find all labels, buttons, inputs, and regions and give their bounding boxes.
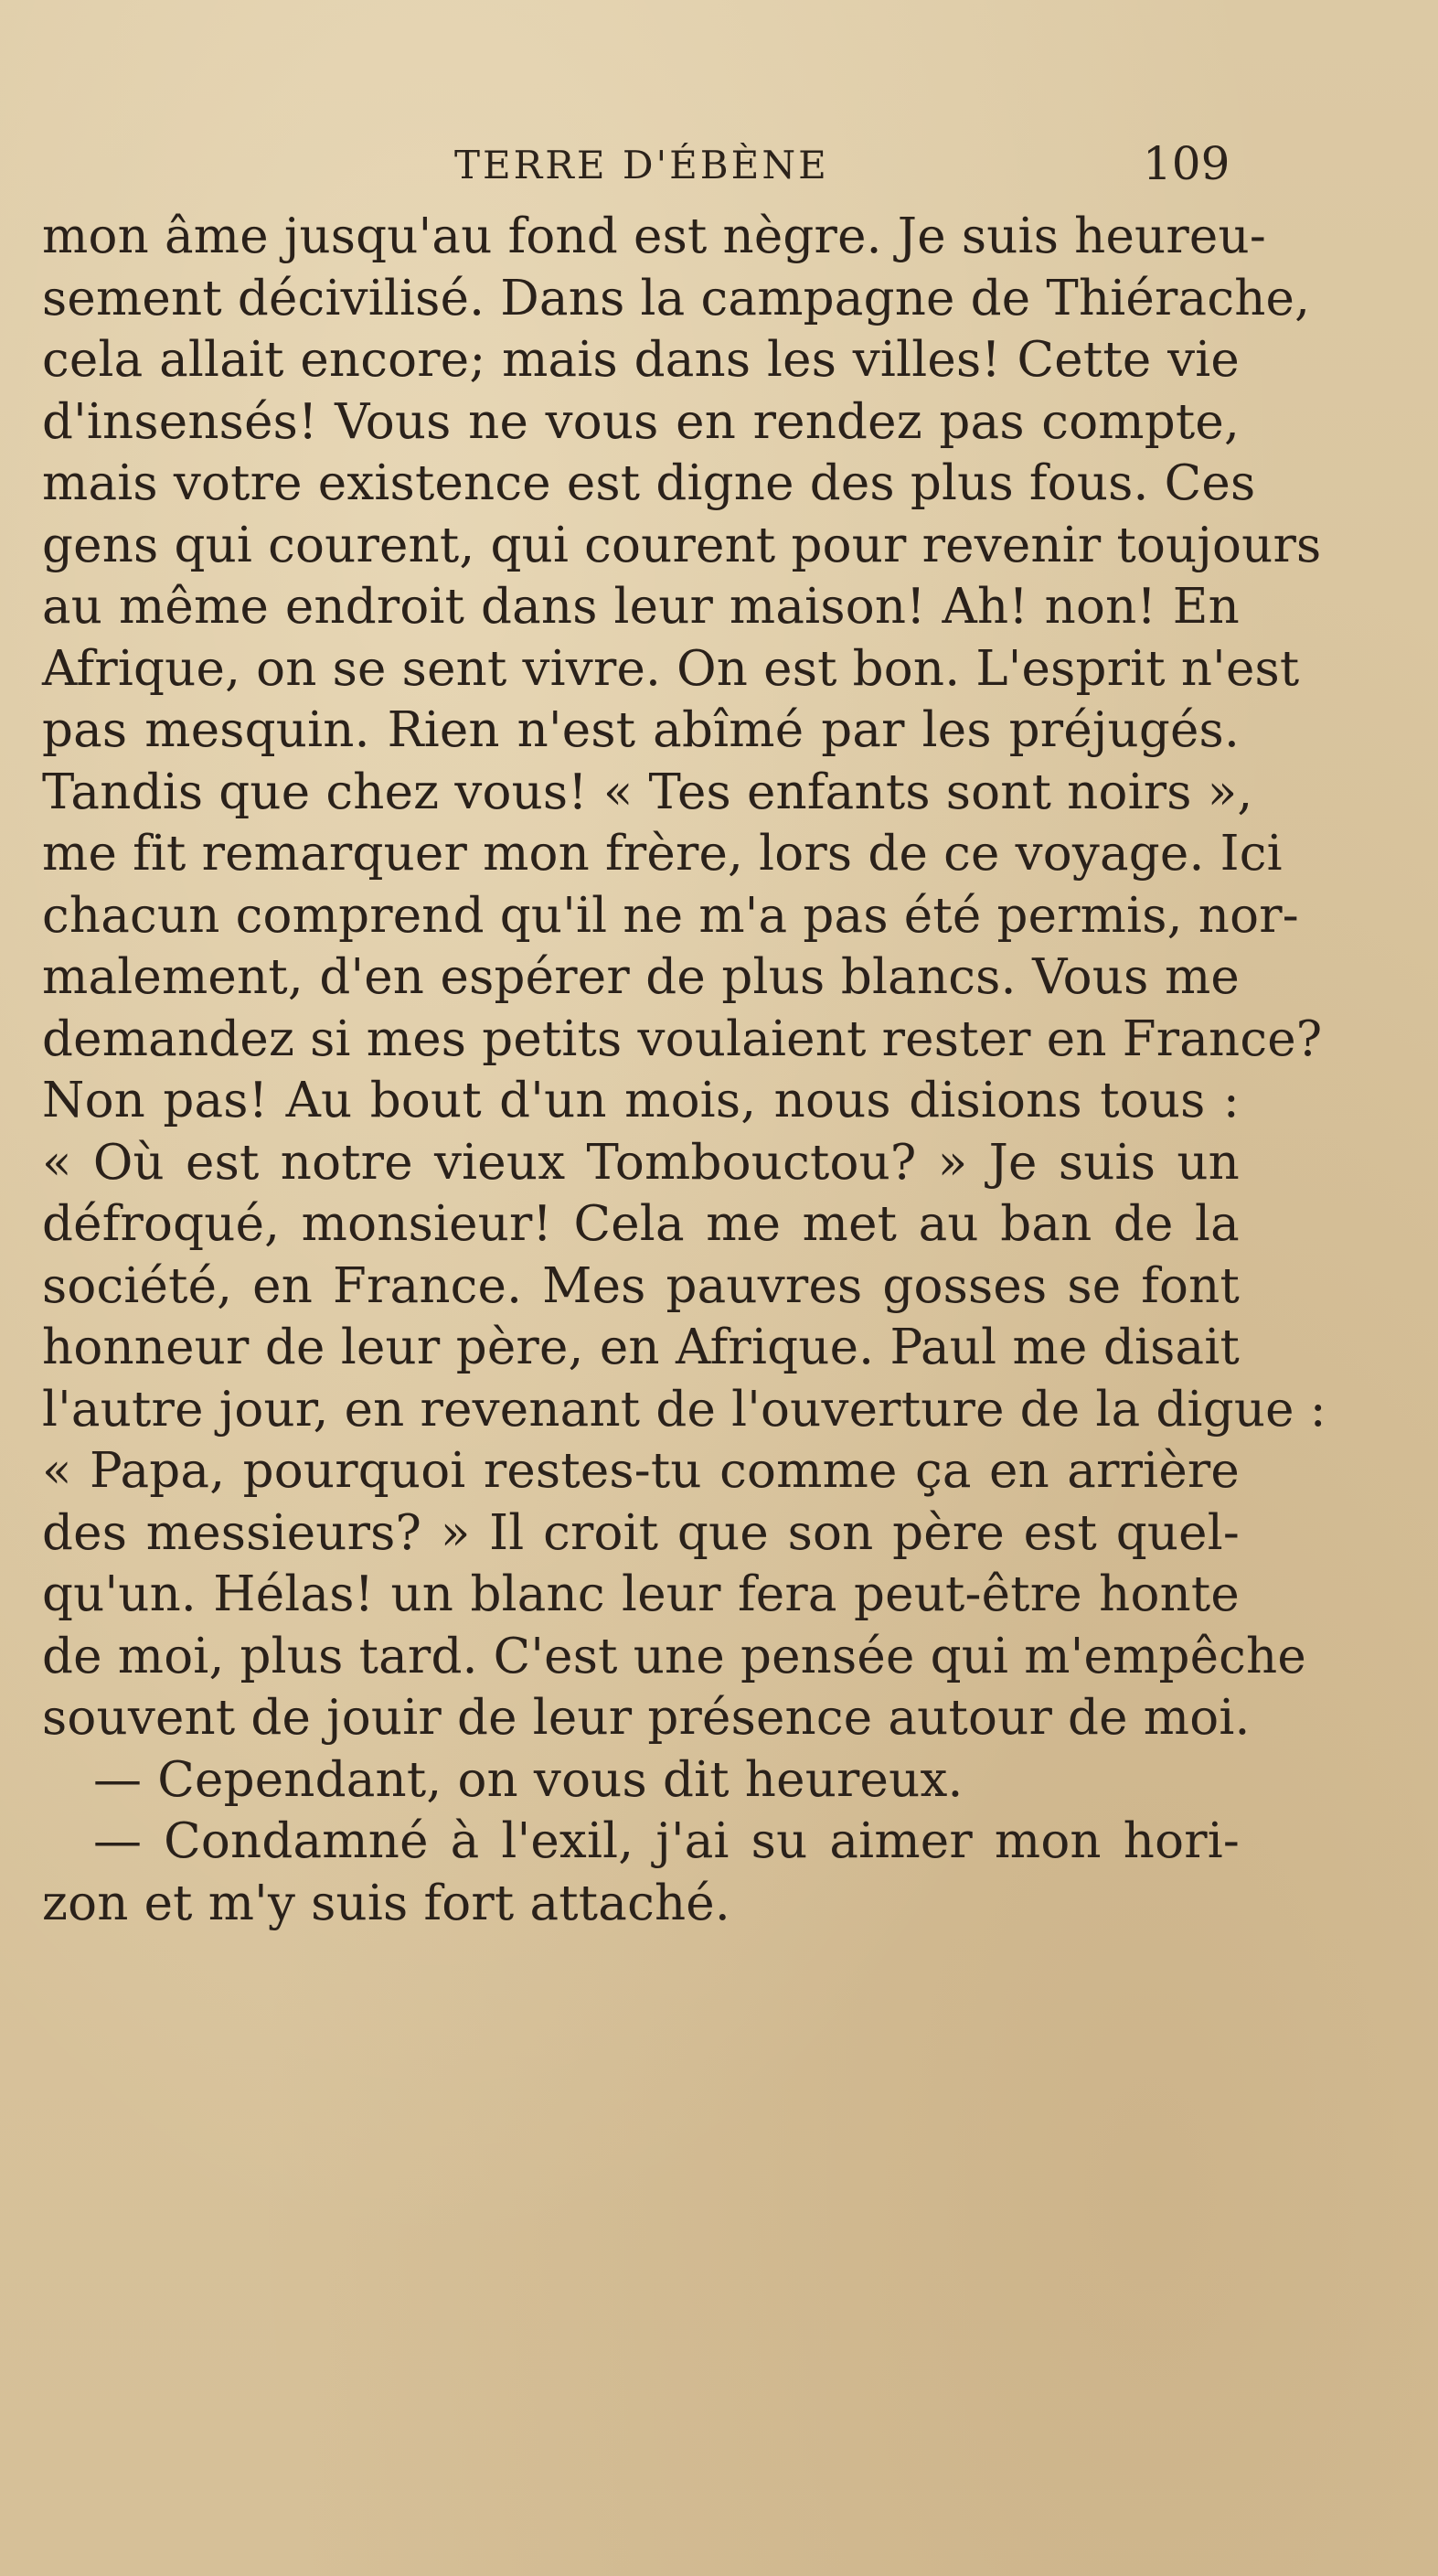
text-line: d'insensés! Vous ne vous en rendez pas compte, bbox=[42, 393, 1240, 450]
running-title: TERRE D'ÉBÈNE bbox=[454, 143, 829, 187]
dialogue-line: — Cependant, on vous dit heureux. bbox=[93, 1751, 964, 1808]
text-line: au même endroit dans leur maison! Ah! non! En bbox=[42, 579, 1240, 635]
text-line: souvent de jouir de leur présence autour de moi. bbox=[42, 1690, 1251, 1746]
page-number: 109 bbox=[1143, 137, 1230, 190]
text-line: société, en France. Mes pauvres gosses se font bbox=[42, 1257, 1240, 1314]
text-line: sement décivilisé. Dans la campagne de Thiérache, bbox=[42, 270, 1311, 326]
text-line: honneur de leur père, en Afrique. Paul me disait bbox=[42, 1320, 1240, 1375]
text-line: mon âme jusqu'au fond est nègre. Je suis heureu- bbox=[42, 208, 1266, 264]
text-line: malement, d'en espérer de plus blancs. Vous me bbox=[42, 949, 1240, 1005]
text-line: des messieurs? » Il croit que son père est quel- bbox=[42, 1504, 1240, 1561]
text-line: pas mesquin. Rien n'est abîmé par les préjugés. bbox=[42, 702, 1240, 758]
text-line: gens qui courent, qui courent pour revenir toujours bbox=[42, 517, 1322, 573]
text-line: qu'un. Hélas! un blanc leur fera peut-être honte bbox=[42, 1566, 1240, 1622]
text-line: « Papa, pourquoi restes-tu comme ça en arrière bbox=[42, 1443, 1240, 1499]
text-line: demandez si mes petits voulaient rester en France? bbox=[42, 1010, 1323, 1067]
text-line: chacun comprend qu'il ne m'a pas été permis, nor- bbox=[42, 887, 1299, 944]
text-line: Tandis que chez vous! « Tes enfants sont noirs », bbox=[42, 764, 1253, 820]
text-line: défroqué, monsieur! Cela me met au ban de la bbox=[42, 1196, 1240, 1252]
body-text bbox=[42, 206, 1326, 1934]
running-header bbox=[0, 137, 1438, 201]
text-line: l'autre jour, en revenant de l'ouverture de la digue : bbox=[42, 1381, 1326, 1438]
dialogue-line: — Condamné à l'exil, j'ai su aimer mon hori- bbox=[93, 1813, 1240, 1869]
text-line: mais votre existence est digne des plus fous. Ces bbox=[42, 455, 1256, 511]
text-line: de moi, plus tard. C'est une pensée qui m'empêche bbox=[42, 1628, 1306, 1684]
text-line: cela allait encore; mais dans les villes! Cette vie bbox=[42, 332, 1240, 388]
text-line: « Où est notre vieux Tombouctou? » Je suis un bbox=[42, 1134, 1240, 1191]
text-line: zon et m'y suis fort attaché. bbox=[42, 1875, 730, 1931]
text-line: Afrique, on se sent vivre. On est bon. L'esprit n'est bbox=[42, 640, 1300, 697]
text-line: Non pas! Au bout d'un mois, nous disions tous : bbox=[42, 1073, 1240, 1128]
text-line: me fit remarquer mon frère, lors de ce voyage. Ici bbox=[42, 826, 1283, 882]
